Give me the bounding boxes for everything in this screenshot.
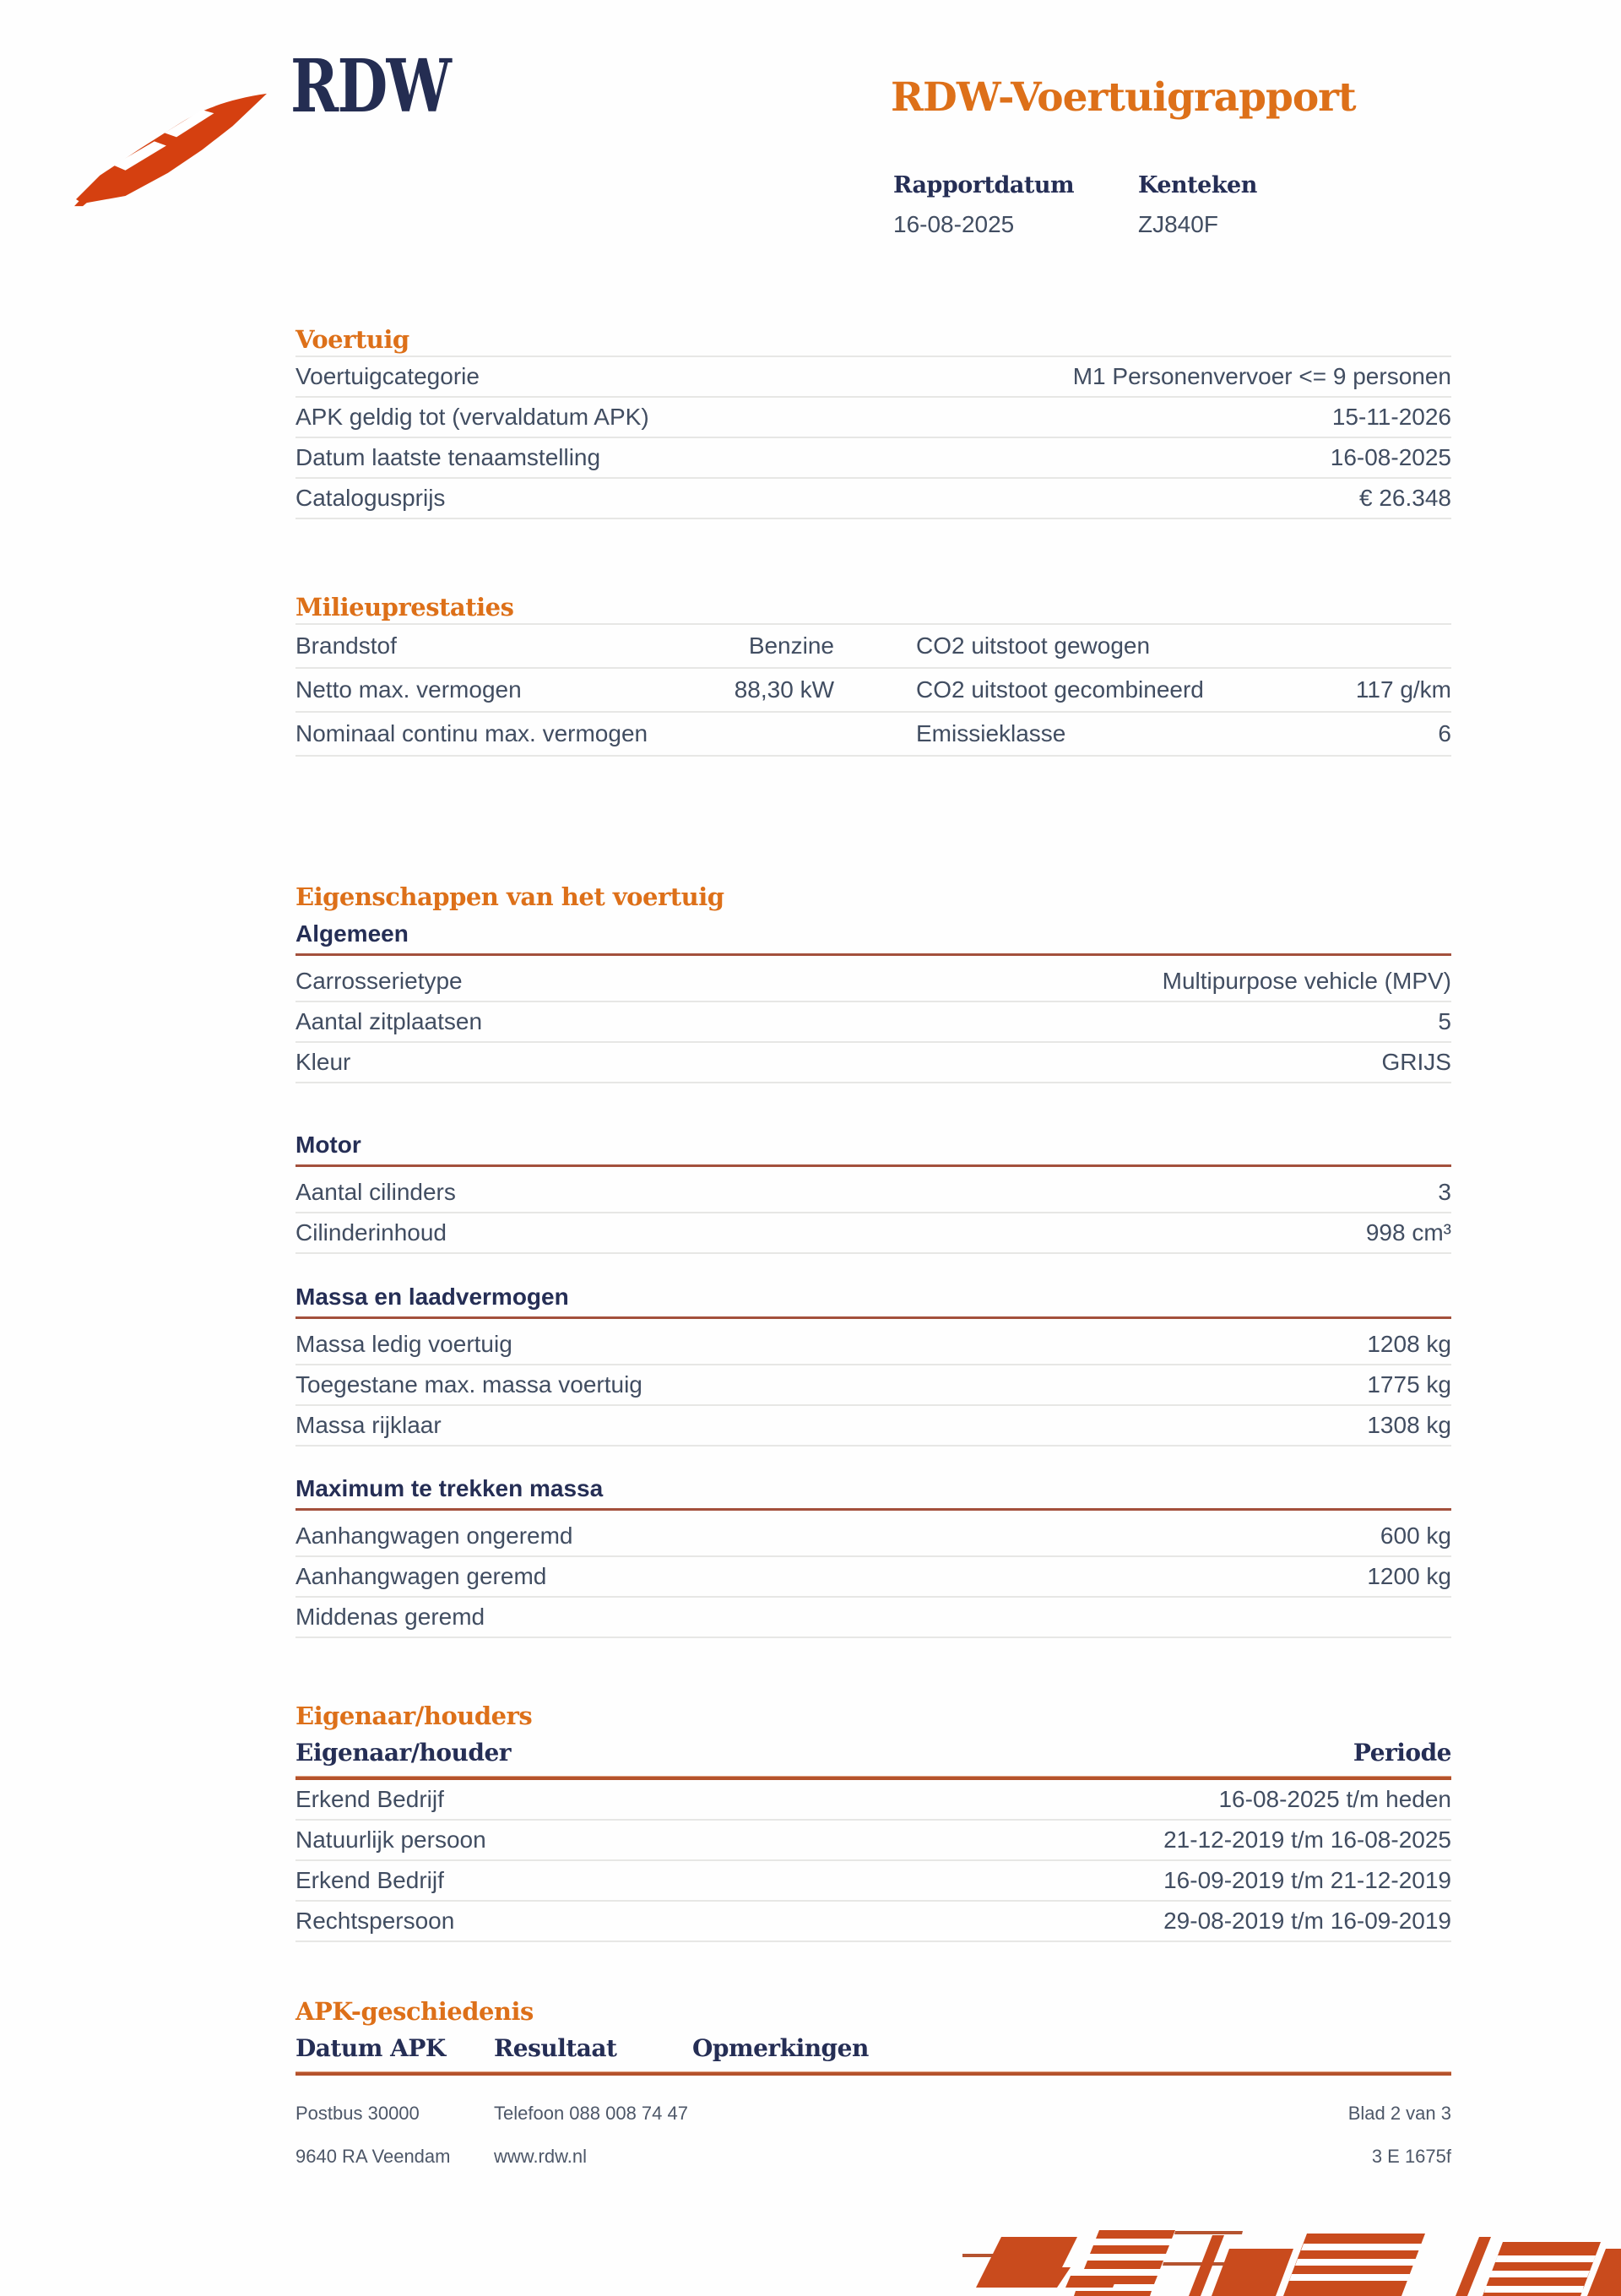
row-value: 6 xyxy=(1438,720,1451,746)
rdw-logotype: RDW xyxy=(290,44,451,129)
row-value: 3 xyxy=(1438,1179,1451,1205)
row-value: 998 cm³ xyxy=(1365,1219,1451,1246)
row-value: 88,30 kW xyxy=(734,676,834,703)
row-label: Nominaal continu max. vermogen xyxy=(295,720,648,746)
row-value: GRIJS xyxy=(1381,1049,1451,1075)
section-eigenschappen-heading xyxy=(295,882,1451,913)
row-label: Massa ledig voertuig xyxy=(295,1331,512,1357)
row-value: 1200 kg xyxy=(1367,1563,1451,1589)
row-value: 5 xyxy=(1438,1008,1451,1034)
column-header-period: Periode xyxy=(1353,1739,1451,1767)
row-value: 600 kg xyxy=(1380,1523,1451,1549)
subsection-massa xyxy=(295,1285,1451,1447)
table-row xyxy=(295,1861,1451,1902)
table-row xyxy=(295,962,1451,1002)
row-label: Carrosserietype xyxy=(295,968,463,994)
section-title: Eigenaar/houders xyxy=(295,1702,533,1730)
row-label: Emissieklasse xyxy=(916,720,1066,746)
owner-type: Rechtspersoon xyxy=(295,1908,455,1934)
voertuig-table xyxy=(295,356,1451,519)
owner-period: 21-12-2019 t/m 16-08-2025 xyxy=(1163,1826,1451,1853)
table-row xyxy=(295,438,1451,479)
table-row xyxy=(295,1406,1451,1447)
table-row xyxy=(295,1598,1451,1638)
column-header-owner: Eigenaar/houder xyxy=(295,1739,512,1767)
row-label: Massa rijklaar xyxy=(295,1412,442,1438)
license-plate-block xyxy=(1138,172,1257,238)
row-label: Middenas geremd xyxy=(295,1604,485,1630)
milieu-table xyxy=(295,623,1451,757)
row-value: 1208 kg xyxy=(1367,1331,1451,1357)
row-label: Aantal cilinders xyxy=(295,1179,456,1205)
row-value: € 26.348 xyxy=(1359,485,1451,511)
footer-form-code: 3 E 1675f xyxy=(1371,2146,1451,2167)
subsection-motor xyxy=(295,1133,1451,1254)
table-header-divider xyxy=(295,2072,1451,2076)
row-label: Cilinderinhoud xyxy=(295,1219,447,1246)
subsection-title: Motor xyxy=(295,1132,361,1158)
column-header-opmerkingen: Opmerkingen xyxy=(692,2034,869,2062)
section-apk-geschiedenis xyxy=(295,1997,1451,2076)
eigenaar-table-header xyxy=(295,1739,1451,1777)
section-eigenaar-houders xyxy=(295,1702,1451,1942)
owner-type: Natuurlijk persoon xyxy=(295,1826,486,1853)
row-label: Kleur xyxy=(295,1049,351,1075)
row-value: Multipurpose vehicle (MPV) xyxy=(1162,968,1451,994)
rdw-feather-logo-icon xyxy=(73,91,268,208)
row-label: Voertuigcategorie xyxy=(295,363,480,389)
table-row xyxy=(295,1780,1451,1821)
subsection-title: Massa en laadvermogen xyxy=(295,1284,569,1310)
row-right-pair xyxy=(916,720,1451,747)
table-row xyxy=(295,1365,1451,1406)
column-header-resultaat: Resultaat xyxy=(494,2034,617,2062)
subsection-algemeen xyxy=(295,922,1451,1083)
row-value: 117 g/km xyxy=(1355,676,1451,703)
table-row xyxy=(295,357,1451,398)
row-left-pair xyxy=(295,632,834,659)
table-row xyxy=(295,713,1451,757)
row-label: Aanhangwagen geremd xyxy=(295,1563,547,1589)
table-row xyxy=(295,1173,1451,1213)
row-right-pair xyxy=(916,632,1451,659)
table-row xyxy=(295,1557,1451,1598)
row-label: CO2 uitstoot gewogen xyxy=(916,632,1151,659)
row-label: Brandstof xyxy=(295,632,397,659)
subsection-trekken-massa xyxy=(295,1477,1451,1638)
footer-website: www.rdw.nl xyxy=(494,2146,588,2167)
owner-period: 16-08-2025 t/m heden xyxy=(1218,1786,1451,1812)
row-value: 1308 kg xyxy=(1367,1412,1451,1438)
row-label: Toegestane max. massa voertuig xyxy=(295,1371,642,1398)
license-plate-value: ZJ840F xyxy=(1138,211,1218,237)
license-plate-label: Kenteken xyxy=(1138,172,1257,198)
row-left-pair xyxy=(295,720,834,747)
row-label: Aantal zitplaatsen xyxy=(295,1008,483,1034)
table-row xyxy=(295,1517,1451,1557)
table-row xyxy=(295,1902,1451,1942)
algemeen-table xyxy=(295,956,1451,1083)
section-title: APK-geschiedenis xyxy=(295,1997,534,2026)
row-value: 15-11-2026 xyxy=(1331,404,1451,430)
table-row xyxy=(295,669,1451,713)
row-label: CO2 uitstoot gecombineerd xyxy=(916,676,1204,703)
section-title: Milieuprestaties xyxy=(295,593,514,621)
eigenaar-table xyxy=(295,1780,1451,1942)
section-title: Eigenschappen van het voertuig xyxy=(295,882,724,911)
footer-address-line2: 9640 RA Veendam xyxy=(295,2146,451,2167)
row-left-pair xyxy=(295,676,834,703)
row-label: Catalogusprijs xyxy=(295,485,446,511)
trekken-table xyxy=(295,1511,1451,1638)
section-title: Voertuig xyxy=(295,325,409,354)
rdw-decorative-stripes-graphic xyxy=(962,2220,1621,2296)
row-value: 16-08-2025 xyxy=(1330,444,1451,470)
table-row xyxy=(295,479,1451,519)
row-label: APK geldig tot (vervaldatum APK) xyxy=(295,404,649,430)
massa-table xyxy=(295,1319,1451,1447)
table-row xyxy=(295,1043,1451,1083)
row-label: Netto max. vermogen xyxy=(295,676,522,703)
column-header-datum-apk: Datum APK xyxy=(295,2034,446,2062)
footer-page-number: Blad 2 van 3 xyxy=(1347,2103,1451,2124)
table-row xyxy=(295,1002,1451,1043)
footer-address-line1: Postbus 30000 xyxy=(295,2103,420,2124)
owner-period: 16-09-2019 t/m 21-12-2019 xyxy=(1163,1867,1451,1893)
page-title: RDW-Voertuigrapport xyxy=(891,74,1356,121)
row-value: M1 Personenvervoer <= 9 personen xyxy=(1072,363,1451,389)
row-value: Benzine xyxy=(748,632,834,659)
report-date-value: 16-08-2025 xyxy=(893,211,1015,237)
row-right-pair xyxy=(916,676,1451,703)
footer-phone: Telefoon 088 008 74 47 xyxy=(494,2103,688,2124)
table-row xyxy=(295,1821,1451,1861)
row-value: 1775 kg xyxy=(1367,1371,1451,1398)
subsection-title: Maximum te trekken massa xyxy=(295,1475,604,1501)
owner-type: Erkend Bedrijf xyxy=(295,1867,444,1893)
table-row xyxy=(295,1325,1451,1365)
row-label: Aanhangwagen ongeremd xyxy=(295,1523,573,1549)
section-milieuprestaties xyxy=(295,593,1451,757)
page-footer xyxy=(295,2103,1451,2168)
apk-table-header xyxy=(295,2034,1451,2072)
owner-period: 29-08-2019 t/m 16-09-2019 xyxy=(1163,1908,1451,1934)
owner-type: Erkend Bedrijf xyxy=(295,1786,444,1812)
subsection-title: Algemeen xyxy=(295,920,409,947)
table-row xyxy=(295,398,1451,438)
table-row xyxy=(295,625,1451,669)
report-date-label: Rapportdatum xyxy=(893,172,1075,198)
motor-table xyxy=(295,1167,1451,1254)
report-date-block xyxy=(893,172,1074,238)
table-row xyxy=(295,1213,1451,1254)
row-label: Datum laatste tenaamstelling xyxy=(295,444,601,470)
section-voertuig xyxy=(295,325,1451,519)
